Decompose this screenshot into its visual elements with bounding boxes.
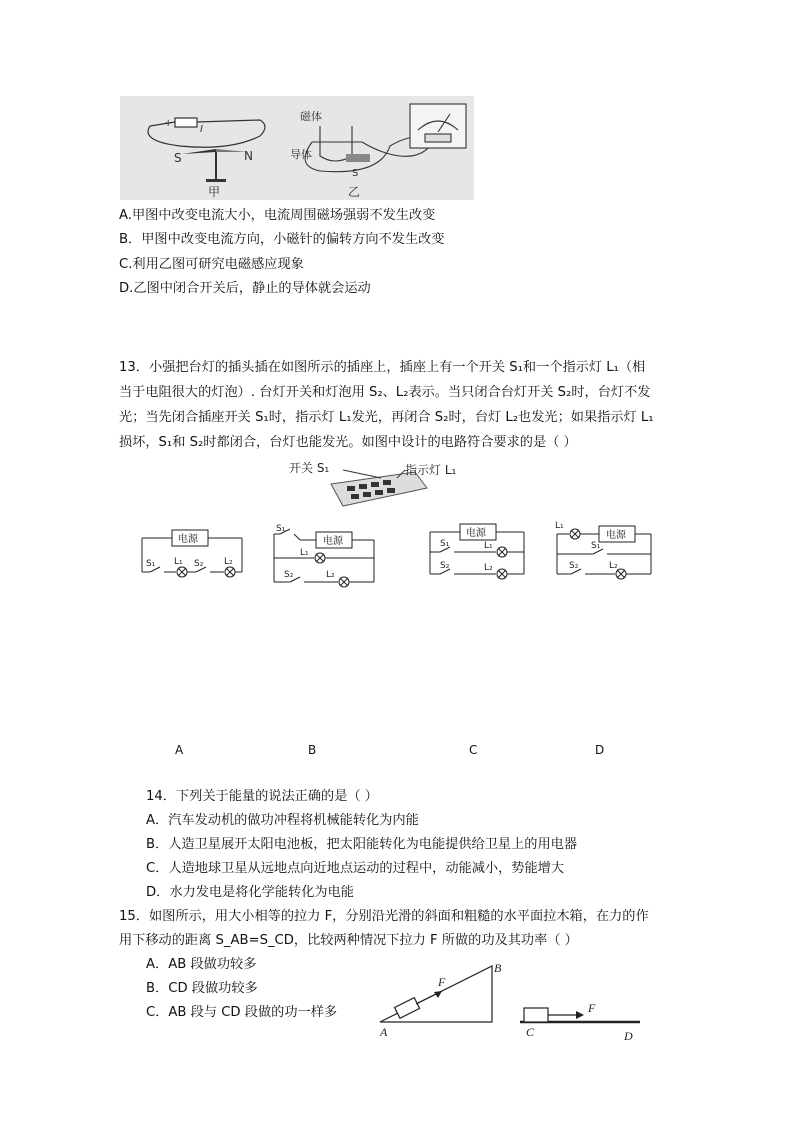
socket-figure: [285, 458, 485, 518]
point-b-label: B: [494, 961, 502, 975]
q15-option-a: A．AB 段做功较多: [146, 957, 257, 972]
q12-option-a: A.甲图中改变电流大小，电流周围磁场强弱不发生改变: [119, 208, 436, 223]
circuit-d-s2: S₂: [569, 561, 579, 571]
q14-stem: 14．下列关于能量的说法正确的是（ ）: [146, 789, 378, 804]
needle-s-label: S: [174, 151, 182, 165]
q12-option-c: C.利用乙图可研究电磁感应现象: [119, 257, 304, 272]
circuit-a: [138, 524, 248, 582]
svg-text:+: +: [164, 118, 173, 129]
circuit-c: [426, 522, 530, 582]
point-d-label: D: [624, 1029, 633, 1042]
q12-option-d: D.乙图中闭合开关后，静止的导体就会运动: [119, 281, 371, 296]
socket-switch-label: 开关 S₁: [289, 461, 330, 475]
q14-option-a: A．汽车发动机的做功冲程将机械能转化为内能: [146, 813, 419, 828]
q15-option-c: C．AB 段与 CD 段做的功一样多: [146, 1005, 338, 1020]
q15-line-2: 用下移动的距离 S_AB=S_CD，比较两种情况下拉力 F 所做的功及其功率（ ）: [119, 933, 578, 948]
circuit-b-power: 电源: [323, 536, 343, 547]
circuit-d-s1: S₁: [591, 541, 601, 551]
choice-b: B: [308, 743, 317, 757]
q14-option-c: C．人造地球卫星从远地点向近地点运动的过程中，动能减小，势能增大: [146, 861, 565, 876]
circuit-d: [553, 520, 657, 582]
circuit-c-power: 电源: [466, 528, 486, 539]
choice-a: A: [175, 743, 184, 757]
choice-c: C: [469, 743, 478, 757]
circuit-c-s2: S₂: [440, 561, 450, 571]
circuit-b-s1: S₁: [276, 524, 286, 534]
circuit-d-power: 电源: [606, 530, 626, 541]
choice-d: D: [595, 743, 605, 757]
circuit-d-l1: L₁: [555, 521, 564, 531]
figure-magnetism: [120, 96, 474, 200]
q14-option-d: D．水力发电是将化学能转化为电能: [146, 885, 354, 900]
circuit-b-s2: S₂: [284, 570, 294, 580]
flat-force: F: [588, 1001, 596, 1015]
socket-light-label: 指示灯 L₁: [405, 463, 457, 477]
caption-yi: 乙: [348, 185, 361, 199]
current-label: I: [200, 124, 203, 135]
circuit-a-s1: S₁: [146, 559, 156, 569]
circuit-a-l2: L₂: [224, 557, 233, 567]
conductor-label: 导体: [290, 148, 312, 161]
figure-magnetism-drawing: [120, 96, 474, 200]
needle-n-label: N: [244, 149, 253, 163]
q13-line-1: 13．小强把台灯的插头插在如图所示的插座上，插座上有一个开关 S₁和一个指示灯 L₁（相: [119, 360, 646, 375]
magnet-s-label: S: [352, 168, 359, 179]
circuit-b-l1: L₁: [300, 548, 309, 558]
circuit-a-s2: S₂: [194, 559, 204, 569]
circuit-b-l2: L₂: [326, 570, 335, 580]
circuit-d-l2: L₂: [609, 561, 618, 571]
caption-jia: 甲: [208, 185, 221, 199]
circuit-c-l1: L₁: [484, 541, 493, 551]
circuit-b: [270, 522, 382, 588]
circuit-a-l1: L₁: [174, 557, 183, 567]
circuit-c-l2: L₂: [484, 563, 493, 573]
q12-option-b: B．甲图中改变电流方向，小磁针的偏转方向不发生改变: [119, 232, 445, 247]
q13-line-4: 损坏，S₁和 S₂时都闭合，台灯也能发光。如图中设计的电路符合要求的是（ ）: [119, 435, 577, 450]
q14-option-b: B．人造卫星展开太阳电池板，把太阳能转化为电能提供给卫星上的用电器: [146, 837, 578, 852]
point-a-label: A: [380, 1025, 388, 1039]
circuit-a-power: 电源: [178, 534, 198, 545]
point-c-label: C: [526, 1025, 535, 1039]
incline-figure: [372, 960, 644, 1042]
circuit-c-s1: S₁: [440, 539, 450, 549]
q13-line-2: 当于电阻很大的灯泡）. 台灯开关和灯泡用 S₂、L₂表示。当只闭合台灯开关 S₂时，台灯不发: [119, 385, 651, 400]
q13-line-3: 光；当先闭合插座开关 S₁时，指示灯 L₁发光，再闭合 S₂时，台灯 L₂也发光；如果指示灯 L₁: [119, 410, 654, 425]
q15-line-1: 15．如图所示，用大小相等的拉力 F，分别沿光滑的斜面和粗糙的水平面拉木箱，在力的作: [119, 909, 649, 924]
q15-option-b: B．CD 段做功较多: [146, 981, 258, 996]
magnet-label: 磁体: [300, 110, 322, 123]
incline-force: F: [438, 975, 446, 989]
